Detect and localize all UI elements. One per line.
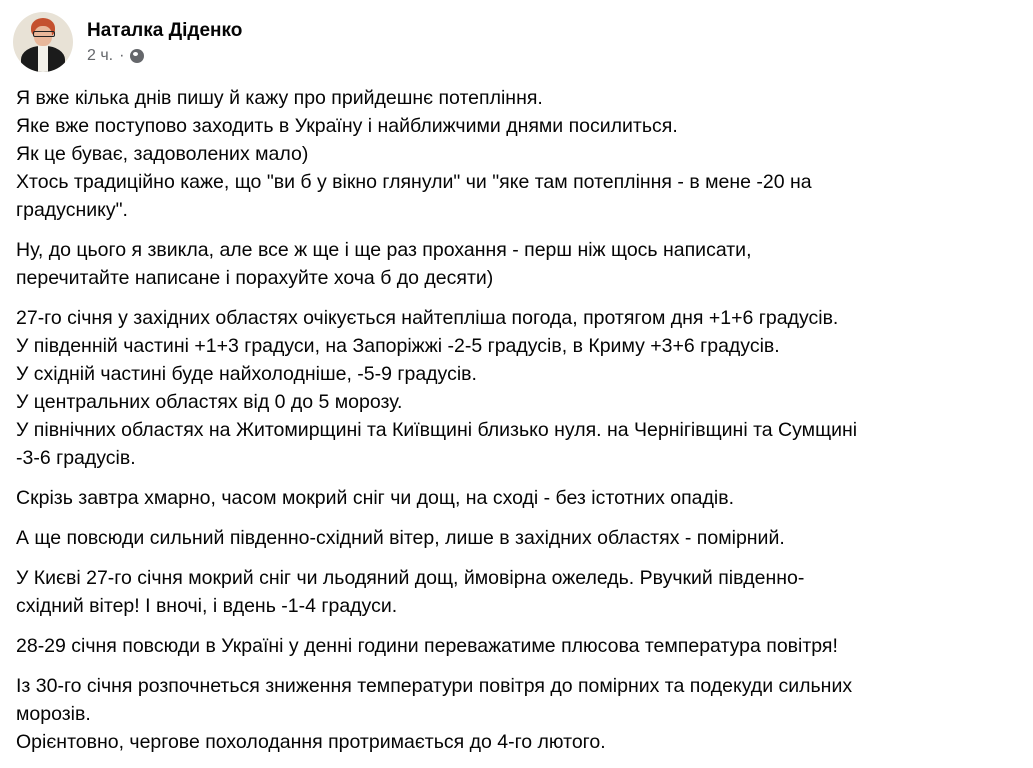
post-line: Ну, до цього я звикла, але все ж ще і ще раз прохання - перш ніж щось написати, bbox=[16, 239, 752, 261]
post-paragraph bbox=[16, 484, 1031, 512]
post-paragraph bbox=[16, 672, 1031, 756]
post-line: Скрізь завтра хмарно, часом мокрий сніг чи дощ, на сході - без істотних опадів. bbox=[16, 487, 734, 509]
post-paragraph bbox=[16, 564, 1031, 620]
post-line: Як це буває, задоволених мало) bbox=[16, 143, 309, 165]
post-line: У південній частині +1+3 градуси, на Запоріжжі -2-5 градусів, в Криму +3+6 градусів. bbox=[16, 335, 780, 357]
avatar[interactable] bbox=[13, 12, 73, 72]
post-line: 28-29 січня повсюди в Україні у денні години переважатиме плюсова температура повітря! bbox=[16, 635, 838, 657]
post-line: У Києві 27-го січня мокрий сніг чи льодяний дощ, ймовірна ожеледь. Рвучкий південно- bbox=[16, 567, 805, 589]
post-line: 27-го січня у західних областях очікується найтепліша погода, протягом дня +1+6 градусів. bbox=[16, 307, 839, 329]
post-paragraph bbox=[16, 304, 1031, 472]
separator: · bbox=[119, 47, 125, 64]
post-line: У центральних областях від 0 до 5 морозу. bbox=[16, 391, 403, 413]
post-line: морозів. bbox=[16, 703, 91, 725]
post-line: перечитайте написане і порахуйте хоча б до десяти) bbox=[16, 267, 494, 289]
post-line: градуснику". bbox=[16, 199, 128, 221]
post-line: А ще повсюди сильний південно-східний вітер, лише в західних областях - помірний. bbox=[16, 527, 785, 549]
globe-icon[interactable] bbox=[130, 49, 144, 63]
post-line: У східній частині буде найхолодніше, -5-9 градусів. bbox=[16, 363, 477, 385]
author-name[interactable]: Наталка Діденко bbox=[87, 20, 243, 41]
post-line: -3-6 градусів. bbox=[16, 447, 136, 469]
post-paragraph bbox=[16, 524, 1031, 552]
post-paragraph bbox=[16, 84, 1031, 224]
post-line: У північних областях на Житомирщині та Київщині близько нуля. на Чернігівщині та Сумщині bbox=[16, 419, 858, 441]
post-time[interactable]: 2 ч. bbox=[87, 47, 114, 64]
post-line: Із 30-го січня розпочнеться зниження температури повітря до помірних та подекуди сильних bbox=[16, 675, 853, 697]
post-line: Орієнтовно, чергове похолодання протримається до 4-го лютого. bbox=[16, 731, 606, 753]
post-header bbox=[13, 12, 242, 72]
post-paragraph bbox=[16, 632, 1031, 660]
post-line: Яке вже поступово заходить в Україну і найближчими днями посилиться. bbox=[16, 115, 678, 137]
post-line: східний вітер! І вночі, і вдень -1-4 градуси. bbox=[16, 595, 398, 617]
post-paragraph bbox=[16, 236, 1031, 292]
post-line: Хтось традиційно каже, що "ви б у вікно глянули" чи "яке там потепління - в мене -20 на bbox=[16, 171, 812, 193]
post-body bbox=[16, 84, 1031, 768]
post-line: Я вже кілька днів пишу й кажу про прийдешнє потепління. bbox=[16, 87, 543, 109]
